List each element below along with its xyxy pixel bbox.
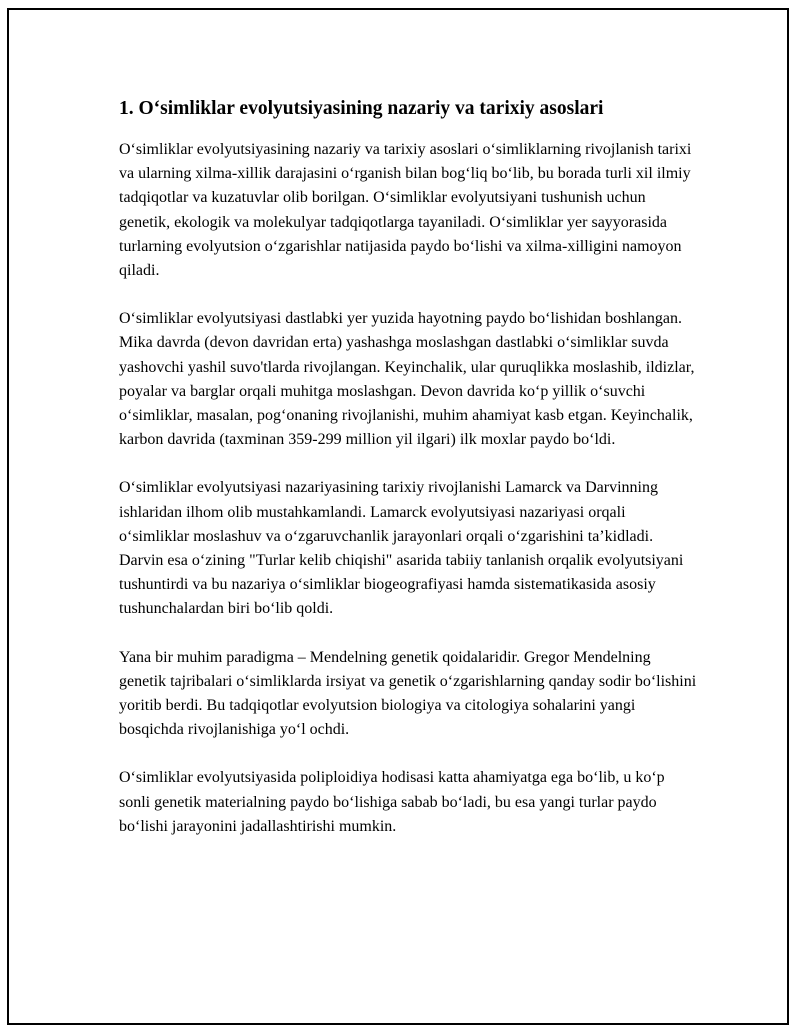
- document-page: [7, 8, 789, 1025]
- paragraph-1: O‘simliklar evolyutsiyasining nazariy va tarixiy asoslari o‘simliklarning rivojlanish tarixi va ularning xilma-xillik darajasini o‘rganish bilan bog‘liq bo‘lib, bu borada turli xil ilmiy tadqiqotlar va kuzatuvlar olib borilgan. O‘simliklar evolyutsiyani tushunish uchun genetik, ekologik va molekulyar tadqiqotlarga tayaniladi. O‘simliklar yer sayyorasida turlarning evolyutsion o‘zgarishlar natijasida paydo bo‘lishi va xilma-xilligini namoyon qiladi.: [119, 141, 692, 280]
- paragraph-3: O‘simliklar evolyutsiyasi nazariyasining tarixiy rivojlanishi Lamarck va Darvinning ishlaridan ilhom olib mustahkamlandi. Lamarck evolyutsiyasi nazariyasi orqali o‘simliklar moslashuv va o‘zgaruvchanlik jarayonlari orqali o‘zgarishini ta’kidladi. Darvin esa o‘zining "Turlar kelib chiqishi" asarida tabiiy tanlanish orqalik evolyutsiyani tushuntirdi va bu nazariya o‘simliklar biogeografiyasi hamda sistematikasida asosiy tushunchalardan biri bo‘lib qoldi.: [119, 479, 684, 618]
- paragraph-2: O‘simliklar evolyutsiyasi dastlabki yer yuzida hayotning paydo bo‘lishidan boshlangan. Mika davrda (devon davridan erta) yashashga moslashgan dastlabki o‘simliklar suvda yashovchi yashil suvo'tlarda rivojlangan. Keyinchalik, ular quruqlikka moslashib, ildizlar, poyalar va barglar orqali muhitga moslashgan. Devon davrida ko‘p yillik o‘suvchi o‘simliklar, masalan, pog‘onaning rivojlanishi, muhim ahamiyat kasb etgan. Keyinchalik, karbon davrida (taxminan 359-299 million yil ilgari) ilk moxlar paydo bo‘ldi.: [119, 310, 695, 449]
- paragraph-5: O‘simliklar evolyutsiyasida poliploidiya hodisasi katta ahamiyatga ega bo‘lib, u ko‘p sonli genetik materialning paydo bo‘lishiga sabab bo‘ladi, bu esa yangi turlar paydo bo‘lishi jarayonini jadallashtirishi mumkin.: [119, 769, 665, 835]
- paragraph-4: Yana bir muhim paradigma – Mendelning genetik qoidalaridir. Gregor Mendelning genetik tajribalari o‘simliklarda irsiyat va genetik o‘zgarishlarning qanday sodir bo‘lishini yoritib berdi. Bu tadqiqotlar evolyutsion biologiya va citologiya sohalarini yangi bosqichda rivojlanishiga yo‘l ochdi.: [119, 648, 697, 739]
- document-body: [119, 96, 699, 863]
- section-heading: 1. O‘simliklar evolyutsiyasining nazariy va tarixiy asoslari: [119, 98, 604, 119]
